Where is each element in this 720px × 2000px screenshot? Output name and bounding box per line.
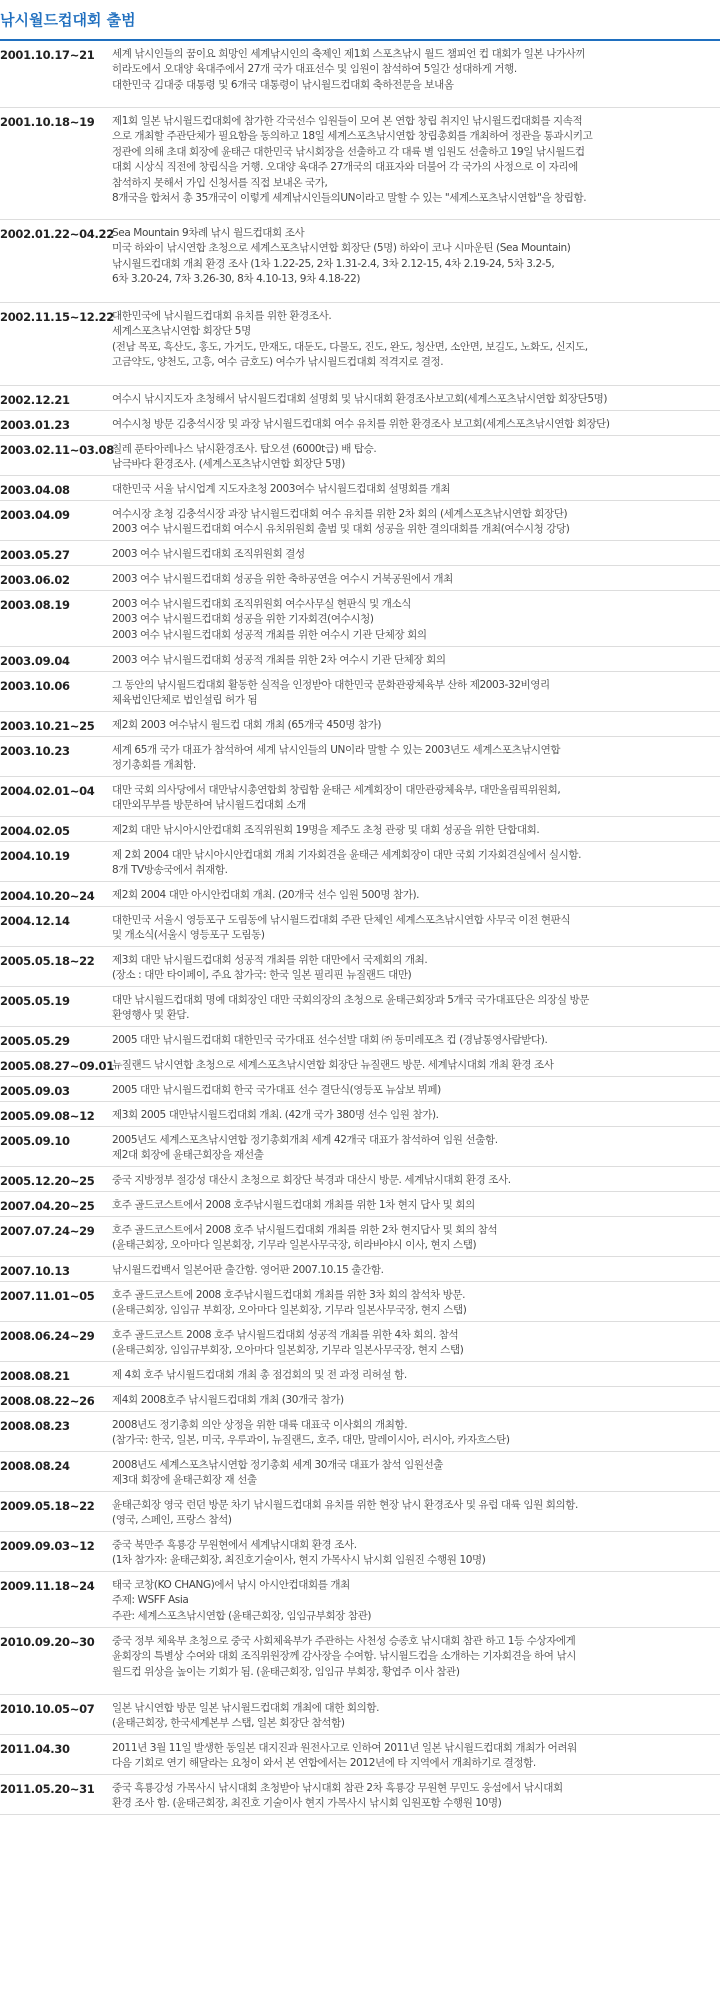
- event-line: 대한민국에 낚시월드컵대회 유치를 위한 환경조사.: [112, 310, 332, 322]
- event-line: 2005년도 세계스포츠낚시연합 정기총회개최 세계 42개국 대표가 참석하여 임원 선출함.: [112, 1134, 498, 1146]
- timeline-row: [0, 411, 720, 436]
- event-description: [112, 783, 720, 816]
- event-line: 제3회 대만 낚시월드컵대회 성공적 개최를 위한 대만에서 국제회의 개최.: [112, 954, 428, 966]
- event-line: 중국 정부 체육부 초청으로 중국 사회체육부가 주관하는 사천성 승종호 낚시대회 참관 하고 1등 수상자에게: [112, 1635, 576, 1647]
- event-description: [112, 888, 720, 906]
- event-line: 2005 대만 낚시월드컵대회 한국 국가대표 선수 결단식(영등포 뉴삼보 뷔페): [112, 1084, 441, 1096]
- event-description: [112, 1634, 720, 1694]
- timeline-row: [0, 566, 720, 591]
- timeline-row: [0, 108, 720, 220]
- timeline-row: [0, 1532, 720, 1572]
- timeline-row: [0, 1077, 720, 1102]
- event-date: 2001.10.17~21: [0, 48, 95, 62]
- event-date: 2005.05.29: [0, 1034, 70, 1048]
- event-date: 2001.10.18~19: [0, 115, 95, 129]
- event-description: [112, 1368, 720, 1386]
- event-date: 2005.08.27~09.01: [0, 1059, 114, 1073]
- event-date: 2005.05.19: [0, 994, 70, 1008]
- event-date: 2008.08.24: [0, 1459, 70, 1473]
- timeline-row: [0, 476, 720, 501]
- event-date: 2009.09.03~12: [0, 1539, 95, 1553]
- event-line: 으로 개최할 주관단체가 필요함을 동의하고 18일 세계스포츠낚시연합 창립총회를 개최하여 정관을 통과시키고: [112, 130, 593, 143]
- event-description: [112, 953, 720, 986]
- event-date: 2004.02.01~04: [0, 784, 95, 798]
- event-line: 그 동안의 낚시월드컵대회 활동한 실적을 인정받아 대한민국 문화관광체육부 산하 제2003-32비영리: [112, 679, 550, 691]
- event-description: [112, 572, 720, 590]
- timeline-row: [0, 1217, 720, 1257]
- timeline-row: [0, 1322, 720, 1362]
- event-line: 칠레 푼타아레나스 낚시환경조사. 탑오션 (6000t급) 배 탑승.: [112, 443, 377, 455]
- event-line: 주관: 세계스포츠낚시연합 (윤태근회장, 임임규부회장 참관): [112, 1609, 372, 1622]
- event-date: 2011.04.30: [0, 1742, 70, 1756]
- event-line: 여수시 낚시지도자 초청해서 낚시월드컵대회 설명회 및 낚시대회 환경조사보고회(세계스포츠낚시연합 회장단5명): [112, 393, 608, 405]
- timeline-row: [0, 1775, 720, 1815]
- event-date: 2005.05.18~22: [0, 954, 95, 968]
- event-line: 정관에 의해 초대 회장에 윤태근 대한민국 낚시회장을 선출하고 각 대륙 별 임원도 선출하고 19일 낚시월드컵: [112, 145, 585, 158]
- event-line: 제 4회 호주 낚시월드컵대회 개최 총 점검회의 및 전 과정 리허설 함.: [112, 1369, 407, 1381]
- event-description: [112, 597, 720, 646]
- event-date: 2003.10.06: [0, 679, 70, 693]
- event-line: (윤태근회장, 임임규 부회장, 오아마다 일본회장, 기무라 일본사무국장, 현지 스탭): [112, 1304, 467, 1317]
- event-line: 남극바다 환경조사. (세계스포츠낚시연합 회장단 5명): [112, 458, 345, 471]
- timeline-row: [0, 1695, 720, 1735]
- event-line: 2008년도 세계스포츠낚시연합 정기총회 세계 30개국 대표가 참석 임원선출: [112, 1459, 444, 1471]
- event-line: 제2회 대만 낚시아시안컵대회 조직위원회 19명을 제주도 초청 관광 및 대회 성공을 위한 단합대회.: [112, 824, 540, 836]
- timeline-row: [0, 436, 720, 476]
- timeline-row: [0, 777, 720, 817]
- timeline-row: [0, 647, 720, 672]
- event-line: 월드컵 위상을 높이는 기회가 됨. (윤태근회장, 임임규 부회장, 황엽주 이사 참관): [112, 1665, 460, 1678]
- event-line: 미국 하와이 낚시연합 초청으로 세계스포츠낚시연합 회장단 (5명) 하와이 코나 시마운틴 (Sea Mountain): [112, 242, 571, 255]
- timeline-row: [0, 842, 720, 882]
- event-description: [112, 1458, 720, 1491]
- event-description: [112, 547, 720, 565]
- event-line: 제2대 회장에 윤태근회장을 재선출: [112, 1149, 264, 1162]
- event-line: 호주 골드코스트에 2008 호주낚시월드컵대회 개최를 위한 3차 회의 참석차 방문.: [112, 1289, 466, 1301]
- event-line: 중국 지방정부 절강성 대산시 초청으로 회장단 북경과 대산시 방문. 세계낚시대회 환경 조사.: [112, 1174, 511, 1186]
- event-description: [112, 417, 720, 435]
- timeline-row: [0, 501, 720, 541]
- event-date: 2004.10.19: [0, 849, 70, 863]
- event-line: 대만외무부를 방문하여 낚시월드컵대회 소개: [112, 799, 306, 812]
- event-description: [112, 1781, 720, 1814]
- timeline-row: [0, 1452, 720, 1492]
- event-line: (참가국: 한국, 일본, 미국, 우루과이, 뉴질랜드, 호주, 대만, 말레이시아, 러시아, 카자흐스탄): [112, 1434, 510, 1447]
- event-date: 2003.06.02: [0, 573, 70, 587]
- event-date: 2008.06.24~29: [0, 1329, 95, 1343]
- event-line: 6차 3.20-24, 7차 3.26-30, 8차 4.10-13, 9차 4.18-22): [112, 273, 361, 286]
- timeline-row: [0, 1735, 720, 1775]
- event-line: 일본 낚시연합 방문 일본 낚시월드컵대회 개최에 대한 회의함.: [112, 1702, 380, 1714]
- event-line: 2003 여수 낚시월드컵대회 조직위원회 결성: [112, 548, 305, 560]
- event-description: [112, 1578, 720, 1627]
- event-line: 세계 65개 국가 대표가 참석하여 세계 낚시인들의 UN이라 말할 수 있는 2003년도 세계스포츠낚시연합: [112, 744, 561, 756]
- event-line: 대회 시상식 직전에 창립식을 거행. 오대양 육대주 27개국의 대표자와 더불어 각 국가의 사정으로 이 자리에: [112, 161, 578, 174]
- event-line: 제1회 일본 낚시월드컵대회에 참가한 각국선수 임원들이 모여 본 연합 창립 취지인 낚시월드컵대회를 지속적: [112, 115, 583, 127]
- event-line: 호주 골드코스트에서 2008 호주 낚시월드컵대회 개최를 위한 2차 현지답사 및 회의 참석: [112, 1224, 498, 1236]
- event-line: 제3회 2005 대만낚시월드컵대회 개최. (42개 국가 380명 선수 임원 참가).: [112, 1109, 439, 1121]
- event-date: 2008.08.21: [0, 1369, 70, 1383]
- event-line: 2003 여수 낚시월드컵대회 성공을 위한 기자회견(여수시청): [112, 613, 374, 626]
- timeline-row: [0, 817, 720, 842]
- event-date: 2005.09.08~12: [0, 1109, 95, 1123]
- event-description: [112, 1328, 720, 1361]
- event-description: [112, 1133, 720, 1166]
- event-line: 대만 국회 의사당에서 대만낚시총연합회 창립함 윤태근 세계회장이 대만관광체육부, 대만올림픽위원회,: [112, 784, 561, 796]
- event-line: 참석하지 못해서 가입 신청서를 직접 보내온 국가,: [112, 176, 328, 189]
- event-line: 히라도에서 오대양 육대주에서 27개 국가 대표선수 및 임원이 참석하여 5일간 성대하게 거행.: [112, 63, 517, 76]
- event-description: [112, 1223, 720, 1256]
- timeline-row: [0, 1127, 720, 1167]
- event-date: 2003.05.27: [0, 548, 70, 562]
- timeline-row: [0, 1412, 720, 1452]
- event-line: 세계 낚시인들의 꿈이요 희망인 세계낚시인의 축제인 제1회 스포츠낚시 월드 챔피언 컵 대회가 일본 나가사끼: [112, 48, 586, 60]
- timeline-row: [0, 1052, 720, 1077]
- event-line: 및 개소식(서울시 영등포구 도림동): [112, 929, 265, 942]
- event-line: 윤회장의 특별상 수여와 대회 조직위원장께 감사장을 수여함. 낚시월드컵을 소개하는 기자회견을 하여 낚시: [112, 1650, 576, 1663]
- event-line: Sea Mountain 9차례 낚시 월드컵대회 조사: [112, 227, 305, 239]
- event-date: 2003.09.04: [0, 654, 70, 668]
- event-line: 고금약도, 양천도, 고흥, 여수 금호도) 여수가 낚시월드컵대회 적격지로 결정.: [112, 356, 444, 369]
- event-line: 여수시청 방문 김충석시장 및 과장 낚시월드컵대회 여수 유치를 위한 환경조사 보고회(세계스포츠낚시연합 회장단): [112, 418, 610, 430]
- event-line: 중국 흑룡강성 가목사시 낚시대회 초청받아 낚시대회 참관 2차 흑룡강 무원현 무민도 웅섬에서 낚시대회: [112, 1782, 563, 1794]
- event-description: [112, 1701, 720, 1734]
- timeline-row: [0, 1282, 720, 1322]
- event-date: 2007.04.20~25: [0, 1199, 95, 1213]
- event-description: [112, 1173, 720, 1191]
- event-description: [112, 1263, 720, 1281]
- event-date: 2004.12.14: [0, 914, 70, 928]
- event-date: 2005.09.03: [0, 1084, 70, 1098]
- timeline-row: [0, 672, 720, 712]
- event-description: [112, 1538, 720, 1571]
- timeline-row: [0, 947, 720, 987]
- timeline-row: [0, 1492, 720, 1532]
- event-line: 2008년도 정기총회 의안 상정을 위한 대륙 대표국 이사회의 개최함.: [112, 1419, 408, 1431]
- event-date: 2011.05.20~31: [0, 1782, 95, 1796]
- event-description: [112, 848, 720, 881]
- event-date: 2007.10.13: [0, 1264, 70, 1278]
- event-description: [112, 392, 720, 410]
- event-line: 대한민국 김대중 대통령 및 6개국 대통령이 낚시월드컵대회 축하전문을 보내옴: [112, 78, 454, 91]
- event-line: 2003 여수 낚시월드컵대회 성공적 개최를 위한 여수시 기관 단체장 회의: [112, 628, 427, 641]
- event-line: (윤태근회장, 한국세계본부 스탭, 일본 회장단 참석함): [112, 1717, 345, 1730]
- event-line: 2003 여수 낚시월드컵대회 조직위원회 여수사무실 현판식 및 개소식: [112, 598, 412, 610]
- event-line: 주제: WSFF Asia: [112, 1594, 189, 1607]
- event-date: 2005.09.10: [0, 1134, 70, 1148]
- event-description: [112, 114, 720, 219]
- timeline: [0, 41, 720, 1815]
- event-description: [112, 1108, 720, 1126]
- event-line: 환영행사 및 환담.: [112, 1009, 190, 1022]
- event-description: [112, 823, 720, 841]
- event-description: [112, 1083, 720, 1101]
- event-date: 2002.11.15~12.22: [0, 310, 114, 324]
- event-date: 2003.02.11~03.08: [0, 443, 114, 457]
- timeline-row: [0, 882, 720, 907]
- event-line: (윤태근회장, 임임규부회장, 오아마다 일본회장, 기무라 일본사무국장, 현지 스탭): [112, 1344, 464, 1357]
- event-date: 2010.09.20~30: [0, 1635, 95, 1649]
- event-date: 2003.08.19: [0, 598, 70, 612]
- event-description: [112, 1393, 720, 1411]
- event-description: [112, 993, 720, 1026]
- event-date: 2003.10.21~25: [0, 719, 95, 733]
- timeline-row: [0, 1362, 720, 1387]
- event-description: [112, 678, 720, 711]
- timeline-row: [0, 987, 720, 1027]
- timeline-row: [0, 303, 720, 386]
- event-date: 2003.01.23: [0, 418, 70, 432]
- event-line: (전남 목포, 흑산도, 홍도, 가거도, 만재도, 대둔도, 다물도, 진도, 완도, 청산면, 소안면, 보길도, 노화도, 신지도,: [112, 340, 588, 353]
- event-line: 세계스포츠낚시연합 회장단 5명: [112, 325, 251, 338]
- event-line: 환경 조사 함. (윤태근회장, 최진호 기술이사 현지 가목사시 낚시회 임원포함 수행원 10명): [112, 1797, 502, 1810]
- event-description: [112, 1741, 720, 1774]
- event-line: (영국, 스페인, 프랑스 참석): [112, 1514, 232, 1527]
- event-line: 낚시월드컵백서 일본어판 출간함. 영어판 2007.10.15 출간함.: [112, 1264, 384, 1276]
- timeline-row: [0, 41, 720, 108]
- event-line: 윤태근회장 영국 런던 방문 차기 낚시월드컵대회 유치를 위한 현장 낚시 환경조사 및 유럽 대륙 임원 회의함.: [112, 1499, 578, 1511]
- timeline-row: [0, 1167, 720, 1192]
- event-line: 여수시장 초청 김충석시장 과장 낚시월드컵대회 여수 유치를 위한 2차 회의 (세계스포츠낚시연합 회장단): [112, 508, 568, 520]
- event-line: (장소 : 대만 타이페이, 주요 참가국: 한국 일본 필리핀 뉴질랜드 대만): [112, 969, 412, 982]
- event-date: 2005.12.20~25: [0, 1174, 95, 1188]
- event-line: 2003 여수 낚시월드컵대회 여수시 유치위원회 출범 및 대회 성공을 위한 결의대회를 개최(여수시청 강당): [112, 523, 570, 536]
- event-date: 2007.11.01~05: [0, 1289, 95, 1303]
- event-date: 2008.08.23: [0, 1419, 70, 1433]
- event-date: 2004.02.05: [0, 824, 70, 838]
- event-date: 2009.05.18~22: [0, 1499, 95, 1513]
- event-line: 대한민국 서울 낚시업계 지도자초청 2003여수 낚시월드컵대회 설명회를 개최: [112, 483, 450, 495]
- event-date: 2002.12.21: [0, 393, 70, 407]
- event-line: 뉴질랜드 낚시연합 초청으로 세계스포츠낚시연합 회장단 뉴질랜드 방문. 세계낚시대회 개최 환경 조사: [112, 1059, 554, 1071]
- event-description: [112, 309, 720, 385]
- event-description: [112, 1058, 720, 1076]
- event-line: 2003 여수 낚시월드컵대회 성공적 개최를 위한 2차 여수시 기관 단체장 회의: [112, 654, 446, 666]
- event-date: 2010.10.05~07: [0, 1702, 95, 1716]
- event-description: [112, 653, 720, 671]
- event-line: 8개국을 합쳐서 총 35개국이 이렇게 세계낚시인들의UN이라고 말할 수 있는 "세계스포츠낚시연합"을 창립함.: [112, 192, 587, 205]
- timeline-row: [0, 591, 720, 647]
- event-line: 낚시월드컵대회 개최 환경 조사 (1차 1.22-25, 2차 1.31-2.4, 3차 2.12-15, 4차 2.19-24, 5차 3.2-5,: [112, 257, 555, 270]
- event-description: [112, 1418, 720, 1451]
- timeline-row: [0, 1102, 720, 1127]
- timeline-row: [0, 386, 720, 411]
- event-line: 대만 낚시월드컵대회 명예 대회장인 대만 국회의장의 초청으로 윤태근회장과 5개국 국가대표단은 의장실 방문: [112, 994, 590, 1006]
- event-date: 2003.04.09: [0, 508, 70, 522]
- event-description: [112, 47, 720, 107]
- event-line: 호주 골드코스트 2008 호주 낚시월드컵대회 성공적 개최를 위한 4차 회의. 참석: [112, 1329, 459, 1341]
- event-line: 중국 북만주 흑룡강 무원현에서 세계낚시대회 환경 조사.: [112, 1539, 357, 1551]
- timeline-row: [0, 1628, 720, 1695]
- event-line: 대한민국 서울시 영등포구 도림동에 낚시월드컵대회 주관 단체인 세계스포츠낚시연합 사무국 이전 현판식: [112, 914, 571, 926]
- event-description: [112, 226, 720, 302]
- timeline-row: [0, 1027, 720, 1052]
- timeline-row: [0, 1257, 720, 1282]
- event-date: 2009.11.18~24: [0, 1579, 95, 1593]
- event-description: [112, 913, 720, 946]
- event-description: [112, 718, 720, 736]
- event-line: 2003 여수 낚시월드컵대회 성공을 위한 축하공연을 여수시 거북공원에서 개최: [112, 573, 453, 585]
- event-date: 2003.10.23: [0, 744, 70, 758]
- event-line: (1차 참가자: 윤태근회장, 최진호기술이사, 현지 가목사시 낚시회 임원진 수행원 10명): [112, 1554, 486, 1567]
- event-description: [112, 442, 720, 475]
- event-description: [112, 482, 720, 500]
- event-description: [112, 1198, 720, 1216]
- event-line: 체육법인단체로 법인설립 허가 됨: [112, 694, 258, 707]
- event-line: 태국 코창(KO CHANG)에서 낚시 아시안컵대회를 개최: [112, 1579, 350, 1591]
- event-line: 제4회 2008호주 낚시월드컵대회 개최 (30개국 참가): [112, 1394, 344, 1406]
- timeline-row: [0, 907, 720, 947]
- event-line: 호주 골드코스트에서 2008 호주낚시월드컵대회 개최를 위한 1차 현지 답사 및 회의: [112, 1199, 475, 1211]
- event-line: 제3대 회장에 윤태근회장 재 선출: [112, 1474, 257, 1487]
- timeline-row: [0, 220, 720, 303]
- event-line: 정기총회를 개최함.: [112, 759, 196, 772]
- timeline-row: [0, 541, 720, 566]
- timeline-row: [0, 712, 720, 737]
- event-line: 8개 TV방송국에서 취재함.: [112, 864, 228, 877]
- event-line: 2011년 3월 11일 발생한 동일본 대지진과 원전사고로 인하여 2011년 일본 낚시월드컵대회 개최가 어려워: [112, 1742, 577, 1754]
- event-description: [112, 1033, 720, 1051]
- event-date: 2004.10.20~24: [0, 889, 95, 903]
- timeline-row: [0, 1192, 720, 1217]
- event-line: 2005 대만 낚시월드컵대회 대한민국 국가대표 선수선발 대회 ㈜ 동미레포츠 컵 (경남통영사람받다).: [112, 1034, 548, 1046]
- page-title: 낚시월드컵대회 출범: [0, 11, 136, 29]
- event-description: [112, 507, 720, 540]
- timeline-row: [0, 1572, 720, 1628]
- event-description: [112, 743, 720, 776]
- event-date: 2002.01.22~04.22: [0, 227, 114, 241]
- event-line: 제 2회 2004 대만 낚시아시안컵대회 개최 기자회견을 윤태근 세계회장이 대만 국회 기자회견실에서 실시함.: [112, 849, 582, 861]
- event-date: 2003.04.08: [0, 483, 70, 497]
- timeline-row: [0, 737, 720, 777]
- event-line: 제2회 2004 대만 아시안컵대회 개최. (20개국 선수 임원 500명 참가).: [112, 889, 420, 901]
- event-line: (윤태근회장, 오아마다 일본회장, 기무라 일본사무국장, 히라바야시 이사, 현지 스탭): [112, 1239, 477, 1252]
- event-line: 다음 기회로 연기 해달라는 요청이 와서 본 연합에서는 2012년에 타 지역에서 개최하기로 결정함.: [112, 1757, 536, 1770]
- event-date: 2007.07.24~29: [0, 1224, 95, 1238]
- event-description: [112, 1498, 720, 1531]
- event-description: [112, 1288, 720, 1321]
- event-date: 2008.08.22~26: [0, 1394, 95, 1408]
- timeline-row: [0, 1387, 720, 1412]
- event-line: 제2회 2003 여수낚시 월드컵 대회 개최 (65개국 450명 참가): [112, 719, 382, 731]
